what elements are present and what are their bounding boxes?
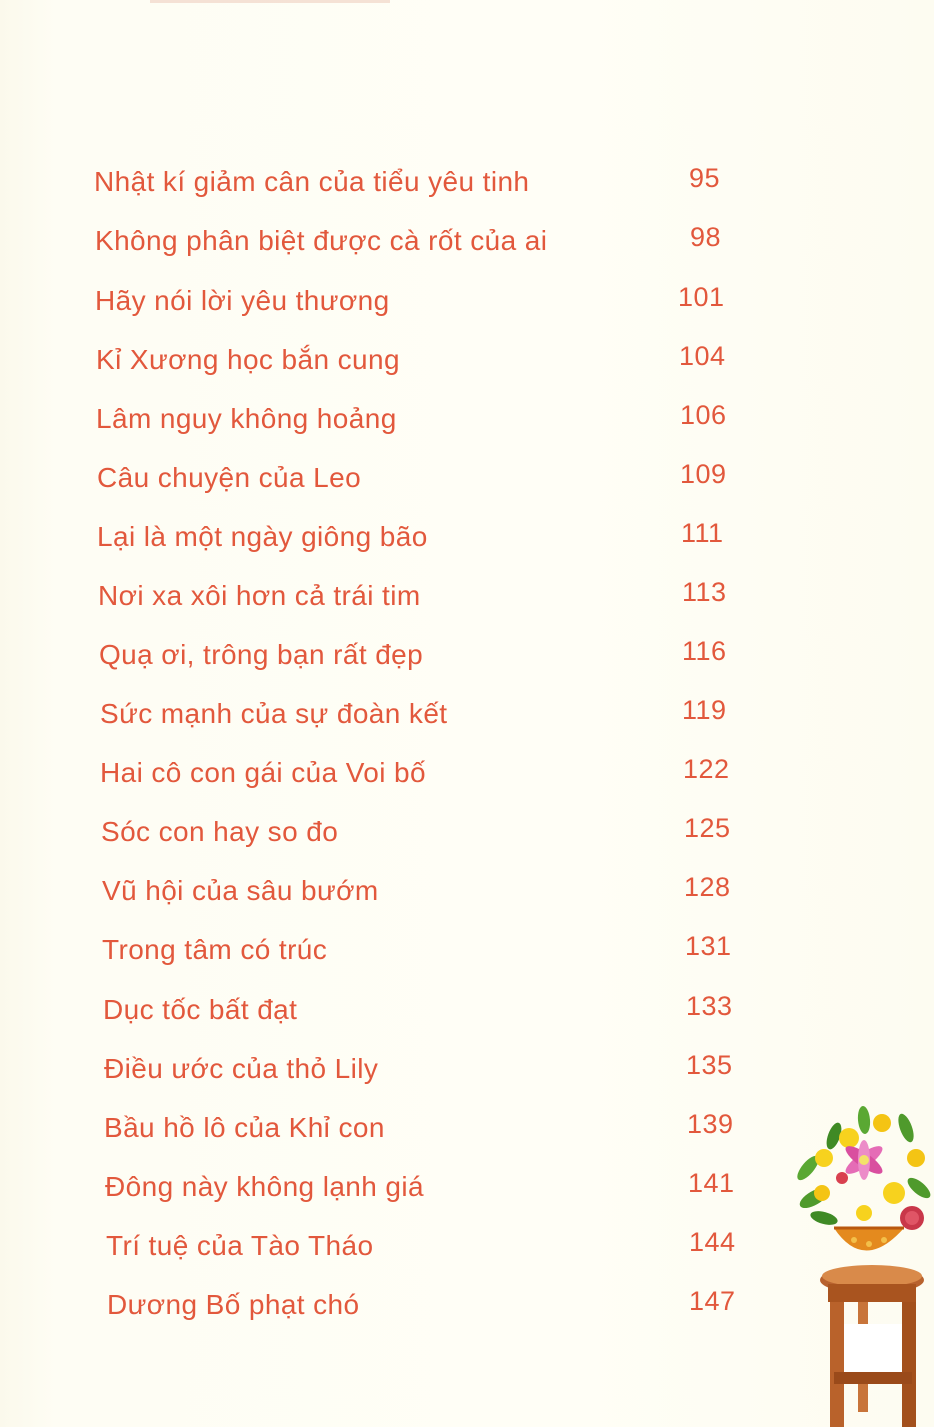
toc-entry-title: Trong tâm có trúc (102, 934, 328, 965)
toc-entry-title: Đông này không lạnh giá (105, 1171, 424, 1202)
flower-vase-icon (794, 1098, 934, 1427)
toc-entry-page: 113 (682, 577, 727, 607)
toc-entry-title: Trí tuệ của Tào Tháo (106, 1230, 374, 1261)
bowl-icon (834, 1228, 904, 1251)
toc-entry-page: 147 (689, 1286, 736, 1316)
toc-entry-title: Nhật kí giảm cân của tiểu yêu tinh (94, 166, 530, 197)
toc-entry-title: Kỉ Xương học bắn cung (96, 344, 400, 375)
toc-entry-title: Sóc con hay so đo (101, 816, 339, 847)
toc-entry-title: Không phân biệt được cà rốt của ai (95, 225, 548, 256)
toc-entry-title: Sức mạnh của sự đoàn kết (100, 698, 448, 729)
toc-entry-title: Nơi xa xôi hơn cả trái tim (98, 580, 421, 611)
toc-entry-title: Bầu hồ lô của Khỉ con (104, 1112, 385, 1143)
toc-entry-page: 95 (689, 163, 721, 193)
toc-entry-page: 131 (685, 931, 732, 961)
toc-entry-page: 101 (678, 282, 725, 312)
toc-entry-title: Câu chuyện của Leo (97, 462, 362, 493)
toc-entry-page: 139 (687, 1109, 734, 1139)
toc-entry-page: 135 (686, 1050, 733, 1080)
toc-entry-title: Hai cô con gái của Voi bố (100, 757, 426, 788)
toc-entry-title: Quạ ơi, trông bạn rất đẹp (99, 639, 424, 670)
toc-entry-title: Dương Bố phạt chó (107, 1289, 360, 1320)
toc-entry-title: Vũ hội của sâu bướm (102, 875, 379, 906)
stool-icon (820, 1265, 924, 1427)
toc-entry-page: 116 (682, 636, 727, 666)
toc-entry-page: 98 (690, 222, 722, 252)
toc-entry-page: 141 (688, 1168, 735, 1198)
toc-entry-title: Lâm nguy không hoảng (96, 403, 397, 434)
toc-entry-title: Hãy nói lời yêu thương (95, 285, 390, 316)
toc-entry-page: 125 (684, 813, 731, 843)
toc-entry-page: 144 (689, 1227, 736, 1257)
toc-entry-page: 119 (682, 695, 727, 725)
toc-entry-page: 104 (679, 341, 726, 371)
toc-entry-title: Lại là một ngày giông bão (97, 521, 428, 552)
toc-entry-page: 133 (686, 991, 733, 1021)
toc-entry-title: Điều ước của thỏ Lily (104, 1053, 379, 1084)
toc-entry-page: 106 (680, 400, 727, 430)
toc-entry-page: 109 (680, 459, 727, 489)
toc-entry-page: 128 (684, 872, 731, 902)
toc-entry-title: Dục tốc bất đạt (103, 994, 298, 1025)
toc-entry-page: 111 (681, 518, 724, 548)
toc-entry-page: 122 (683, 754, 730, 784)
